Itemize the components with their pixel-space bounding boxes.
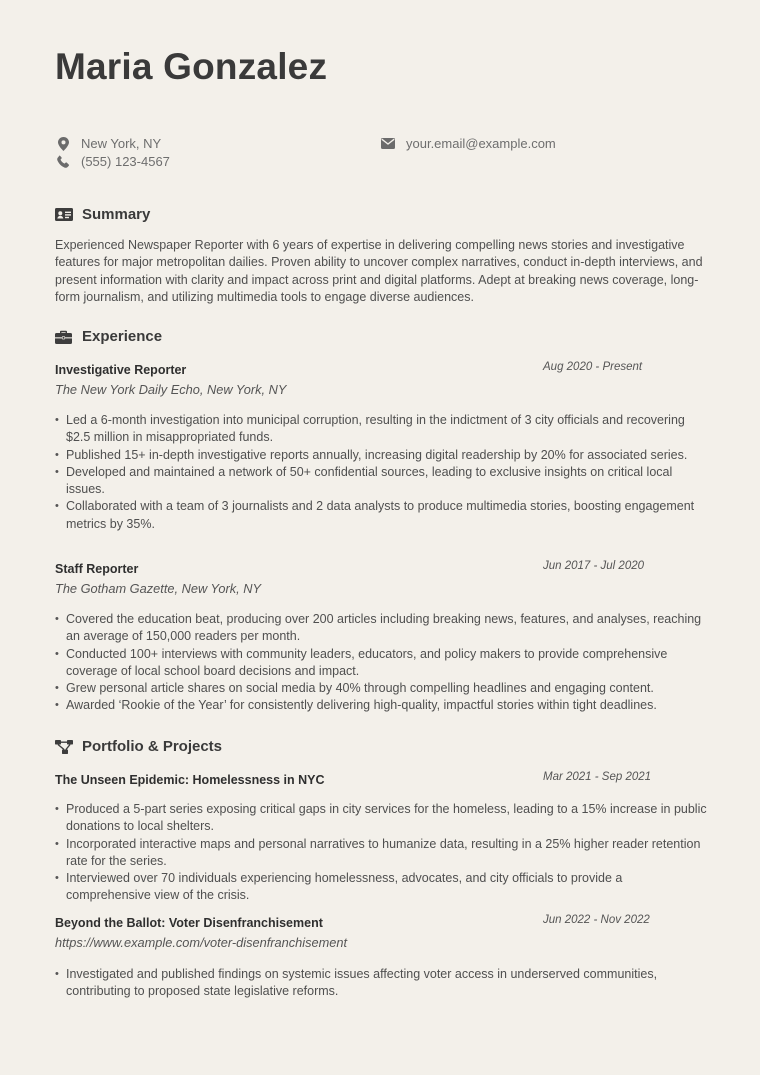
job-title: Staff Reporter: [55, 562, 139, 576]
bullet-item: • Produced a 5-part series exposing critical gaps in city services for the homeless, leading to a 15% increase in public donations to local shelters.: [55, 801, 710, 836]
contact-location: [55, 136, 161, 151]
job-date: Jun 2017 - Jul 2020: [543, 560, 645, 572]
bullet-item: • Grew personal article shares on social media by 40% through compelling headlines and engaging content.: [55, 680, 710, 697]
job-title: Investigative Reporter: [55, 363, 187, 377]
bullet-item: • Covered the education beat, producing over 200 articles including breaking news, features, and analyses, reaching an average of 150,000 readers per month.: [55, 611, 710, 646]
contact-phone: [55, 154, 170, 169]
envelope-icon: [380, 138, 396, 149]
job-entry: [55, 560, 705, 578]
job-organization: The New York Daily Echo, New York, NY: [55, 382, 287, 397]
bullet-item: • Conducted 100+ interviews with community leaders, educators, and policy makers to provide comprehensive coverage of local school board decisions and impact.: [55, 646, 710, 681]
bullet-item: • Awarded ‘Rookie of the Year’ for consistently delivering high-quality, impactful stories within tight deadlines.: [55, 697, 710, 714]
job-bullets: [55, 611, 710, 715]
contact-email: [380, 136, 556, 151]
map-pin-icon: [55, 137, 71, 151]
section-title: Portfolio & Projects: [82, 738, 223, 755]
bullet-item: • Developed and maintained a network of 50+ confidential sources, leading to exclusive insights on critical local issues.: [55, 464, 710, 499]
section-summary-header: [55, 206, 150, 223]
phone-icon: [55, 155, 71, 168]
project-title: The Unseen Epidemic: Homelessness in NYC: [55, 773, 325, 787]
job-organization: The Gotham Gazette, New York, NY: [55, 581, 262, 596]
bullet-item: • Led a 6-month investigation into municipal corruption, resulting in the indictment of 3 city officials and recovering $2.5 million in misappropriated funds.: [55, 412, 710, 447]
diagram-icon: [55, 740, 73, 754]
bullet-item: • Collaborated with a team of 3 journalists and 2 data analysts to produce multimedia stories, boosting engagement metrics by 35%.: [55, 498, 710, 533]
project-entry: [55, 771, 705, 789]
job-entry: [55, 361, 705, 379]
project-date: Mar 2021 - Sep 2021: [543, 771, 652, 783]
id-card-icon: [55, 208, 73, 222]
job-bullets: [55, 412, 710, 533]
project-bullets: [55, 966, 710, 1001]
project-bullets: [55, 801, 710, 905]
section-experience-header: [55, 328, 162, 345]
bullet-item: • Published 15+ in-depth investigative reports annually, increasing digital readership by 20% for associated series.: [55, 447, 710, 464]
section-title: Experience: [82, 328, 163, 345]
section-title: Summary: [82, 206, 151, 223]
email-text[interactable]: your.email@example.com: [406, 136, 556, 151]
briefcase-icon: [55, 330, 73, 344]
summary-paragraph: Experienced Newspaper Reporter with 6 years of expertise in delivering compelling news stories and investigative features for major metropolitan dailies. Proven ability to uncover complex narratives, conduct in-depth interviews, and present information with clarity and impact across print and digital platforms. Adept at breaking news coverage, long-form journalism, and utilizing multimedia tools to engage diverse audiences.: [55, 238, 703, 304]
phone-text: (555) 123-4567: [81, 154, 170, 169]
candidate-name: Maria Gonzalez: [55, 46, 328, 87]
location-text: New York, NY: [81, 136, 162, 151]
project-date: Jun 2022 - Nov 2022: [543, 914, 650, 926]
section-portfolio-header: [55, 738, 222, 755]
project-entry: [55, 914, 705, 932]
bullet-item: • Interviewed over 70 individuals experiencing homelessness, advocates, and city officials to provide a comprehensive view of the crisis.: [55, 870, 710, 905]
bullet-item: • Investigated and published findings on systemic issues affecting voter access in underserved communities, contributing to proposed state legislative reforms.: [55, 966, 710, 1001]
project-title: Beyond the Ballot: Voter Disenfranchisement: [55, 916, 323, 930]
project-link[interactable]: https://www.example.com/voter-disenfranchisement: [55, 935, 348, 950]
job-date: Aug 2020 - Present: [543, 361, 643, 373]
bullet-item: • Incorporated interactive maps and personal narratives to humanize data, resulting in a 25% higher reader retention rate for the series.: [55, 836, 710, 871]
